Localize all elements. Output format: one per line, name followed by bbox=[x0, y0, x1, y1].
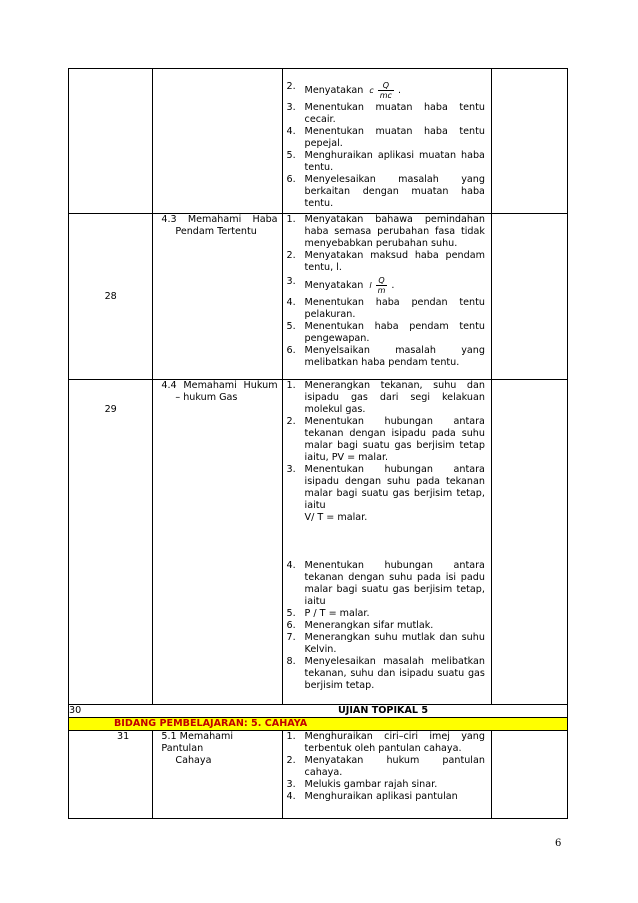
list-item bbox=[287, 464, 485, 560]
item-number: 2. bbox=[286, 250, 296, 261]
item-text-body: Menghuraikan ciri–ciri imej yang terbentuk oleh pantulan cahaya. bbox=[304, 731, 485, 754]
item-text-body: Menentukan muatan haba tentu pepejal. bbox=[304, 126, 485, 149]
item-number: 5. bbox=[286, 321, 296, 332]
topic-cell bbox=[153, 731, 282, 819]
objectives-list bbox=[283, 731, 491, 803]
item-punctuation: . bbox=[391, 279, 395, 291]
fraction-denominator: mc bbox=[379, 91, 392, 100]
list-item bbox=[287, 791, 485, 803]
item-number: 6. bbox=[286, 620, 296, 631]
item-text bbox=[305, 779, 485, 791]
item-number: 2. bbox=[286, 81, 296, 92]
list-item bbox=[287, 608, 485, 620]
item-text-body: Menyelsaikan masalah yang melibatkan haba pendam tentu. bbox=[304, 345, 485, 368]
topic-cell bbox=[153, 69, 282, 214]
item-number: 1. bbox=[286, 731, 296, 742]
item-text-body: Menerangkan suhu mutlak dan suhu Kelvin. bbox=[304, 632, 485, 655]
item-text bbox=[305, 321, 485, 345]
item-number: 4. bbox=[286, 297, 296, 308]
list-item bbox=[287, 632, 485, 656]
item-text bbox=[305, 620, 485, 632]
item-text bbox=[305, 126, 485, 150]
list-item bbox=[287, 755, 485, 779]
table-row bbox=[69, 731, 568, 819]
notes-cell bbox=[491, 380, 567, 705]
item-number: 1. bbox=[286, 214, 296, 225]
list-item bbox=[287, 126, 485, 150]
item-text bbox=[305, 560, 485, 608]
item-number: 5. bbox=[286, 150, 296, 161]
week-cell bbox=[69, 69, 153, 214]
week-cell: 28 bbox=[69, 214, 153, 380]
list-item bbox=[287, 250, 485, 274]
formula-variable: c bbox=[369, 85, 374, 95]
item-number: 3. bbox=[286, 779, 296, 790]
item-number: 6. bbox=[286, 174, 296, 185]
item-text-body: Menentukan hubungan antara isipadu dengan suhu pada tekanan malar bagi suatu gas berjisim tetap, iaitu bbox=[304, 464, 485, 511]
item-text bbox=[305, 81, 485, 100]
item-text bbox=[305, 416, 485, 464]
table-row bbox=[69, 69, 568, 214]
exam-row bbox=[69, 705, 568, 718]
list-item bbox=[287, 560, 485, 608]
exam-label: UJIAN TOPIKAL 5 bbox=[337, 705, 428, 716]
item-punctuation: . bbox=[397, 84, 402, 96]
notes-cell bbox=[491, 731, 567, 819]
item-text-body: Menyelesaikan masalah yang berkaitan dengan muatan haba tentu. bbox=[304, 174, 485, 209]
item-number: 4. bbox=[286, 126, 296, 137]
syllabus-table bbox=[68, 68, 568, 819]
table-row bbox=[69, 380, 568, 705]
topic-title-cont: Cahaya bbox=[175, 755, 212, 766]
item-text bbox=[305, 276, 485, 295]
item-number: 8. bbox=[286, 656, 296, 667]
table-row bbox=[69, 214, 568, 380]
notes-cell bbox=[491, 69, 567, 214]
week-cell bbox=[69, 731, 153, 819]
item-number: 4. bbox=[286, 791, 296, 802]
list-item bbox=[287, 779, 485, 791]
item-text bbox=[305, 214, 485, 250]
objectives-list bbox=[283, 214, 491, 369]
item-text-body: Melukis gambar rajah sinar. bbox=[304, 779, 438, 790]
item-number: 5. bbox=[286, 608, 296, 619]
objectives-cell bbox=[282, 214, 491, 380]
table-row bbox=[69, 705, 568, 718]
item-text bbox=[305, 102, 485, 126]
topic-cell bbox=[153, 214, 282, 380]
list-item bbox=[287, 731, 485, 755]
item-text-body: P / T = malar. bbox=[304, 608, 370, 619]
list-item bbox=[287, 102, 485, 126]
item-text bbox=[305, 464, 485, 560]
item-text-body: Menerangkan sifar mutlak. bbox=[304, 620, 434, 631]
item-text-body: Menghuraikan aplikasi muatan haba tentu. bbox=[304, 150, 485, 173]
item-text-body: Menentukan hubungan antara tekanan dengan isipadu pada suhu malar bagi suatu gas berjisim tetap iaitu, PV = malar. bbox=[304, 416, 485, 463]
item-text bbox=[305, 791, 485, 803]
notes-cell bbox=[491, 214, 567, 380]
item-text-body: Menyatakan hukum pantulan cahaya. bbox=[304, 755, 485, 778]
list-item bbox=[287, 620, 485, 632]
fraction-numerator: Q bbox=[378, 81, 394, 91]
item-text-body: Menyatakan maksud haba pendam tentu, l. bbox=[304, 250, 485, 273]
objectives-cell bbox=[282, 380, 491, 705]
item-text bbox=[305, 656, 485, 692]
list-item bbox=[287, 345, 485, 369]
objectives-list bbox=[283, 380, 491, 692]
item-number: 3. bbox=[286, 276, 296, 287]
week-number: 31 bbox=[117, 731, 130, 742]
table-row bbox=[69, 718, 568, 731]
week-number: 29 bbox=[104, 404, 117, 415]
item-number: 1. bbox=[286, 380, 296, 391]
item-text-body: Menyatakan bbox=[304, 84, 364, 96]
item-text-body: Menerangkan tekanan, suhu dan isipadu gas dari segi kelakuan molekul gas. bbox=[304, 380, 485, 415]
formula-variable: l bbox=[369, 280, 372, 290]
item-text bbox=[305, 345, 485, 369]
item-text bbox=[305, 608, 485, 620]
list-item bbox=[287, 214, 485, 250]
list-item bbox=[287, 81, 485, 100]
item-number: 4. bbox=[286, 560, 296, 571]
item-number: 2. bbox=[286, 416, 296, 427]
list-item bbox=[287, 321, 485, 345]
topic-title-cont: Pendam Tertentu bbox=[175, 226, 257, 237]
item-text-body: Menentukan hubungan antara tekanan dengan suhu pada isi padu malar bagi suatu gas berjisim tetap, iaitu bbox=[304, 560, 485, 607]
fraction-denominator: m bbox=[377, 286, 386, 295]
objectives-cell bbox=[282, 69, 491, 214]
item-text bbox=[305, 297, 485, 321]
formula-fraction bbox=[376, 276, 388, 295]
page-number: 6 bbox=[555, 838, 562, 849]
item-formula: V/ T = malar. bbox=[304, 512, 368, 523]
formula-fraction bbox=[378, 81, 394, 100]
item-text bbox=[305, 731, 485, 755]
item-text-body: Menentukan haba pendam tentu pengewapan. bbox=[304, 321, 485, 344]
topic-title: 5.1 Memahami Pantulan bbox=[161, 731, 234, 754]
topic-title: 4.3 Memahami Haba bbox=[161, 214, 278, 225]
fraction-numerator: Q bbox=[376, 276, 388, 286]
topic-title-cont: – hukum Gas bbox=[175, 392, 238, 403]
list-item bbox=[287, 416, 485, 464]
item-number: 7. bbox=[286, 632, 296, 643]
list-item bbox=[287, 174, 485, 210]
item-text bbox=[305, 150, 485, 174]
item-text bbox=[305, 755, 485, 779]
objectives-list bbox=[283, 81, 491, 210]
item-text-body: Menyatakan bbox=[304, 279, 364, 291]
item-text-body: Menentukan haba pendan tentu pelakuran. bbox=[304, 297, 485, 320]
list-item bbox=[287, 297, 485, 321]
topic-cell bbox=[153, 380, 282, 705]
list-item bbox=[287, 380, 485, 416]
item-text bbox=[305, 250, 485, 274]
learning-area-heading: BIDANG PEMBELAJARAN: 5. CAHAYA bbox=[69, 718, 568, 731]
list-item bbox=[287, 276, 485, 295]
item-text bbox=[305, 174, 485, 210]
topic-title: 4.4 Memahami Hukum bbox=[161, 380, 278, 391]
item-number: 3. bbox=[286, 464, 296, 475]
item-text-body: Menghuraikan aplikasi pantulan bbox=[304, 791, 458, 802]
objectives-cell bbox=[282, 731, 491, 819]
item-number: 3. bbox=[286, 102, 296, 113]
item-number: 2. bbox=[286, 755, 296, 766]
item-text-body: Menentukan muatan haba tentu cecair. bbox=[304, 102, 485, 125]
item-text bbox=[305, 380, 485, 416]
item-text-body: Menyelesaikan masalah melibatkan tekanan, suhu dan isipadu suatu gas berjisim tetap. bbox=[304, 656, 485, 691]
item-number: 6. bbox=[286, 345, 296, 356]
item-text-body: Menyatakan bahawa pemindahan haba semasa perubahan fasa tidak menyebabkan perubahan suhu. bbox=[304, 214, 485, 249]
week-cell bbox=[69, 380, 153, 705]
week-number: 30 bbox=[69, 705, 82, 716]
item-text bbox=[305, 632, 485, 656]
list-item bbox=[287, 150, 485, 174]
list-item bbox=[287, 656, 485, 692]
